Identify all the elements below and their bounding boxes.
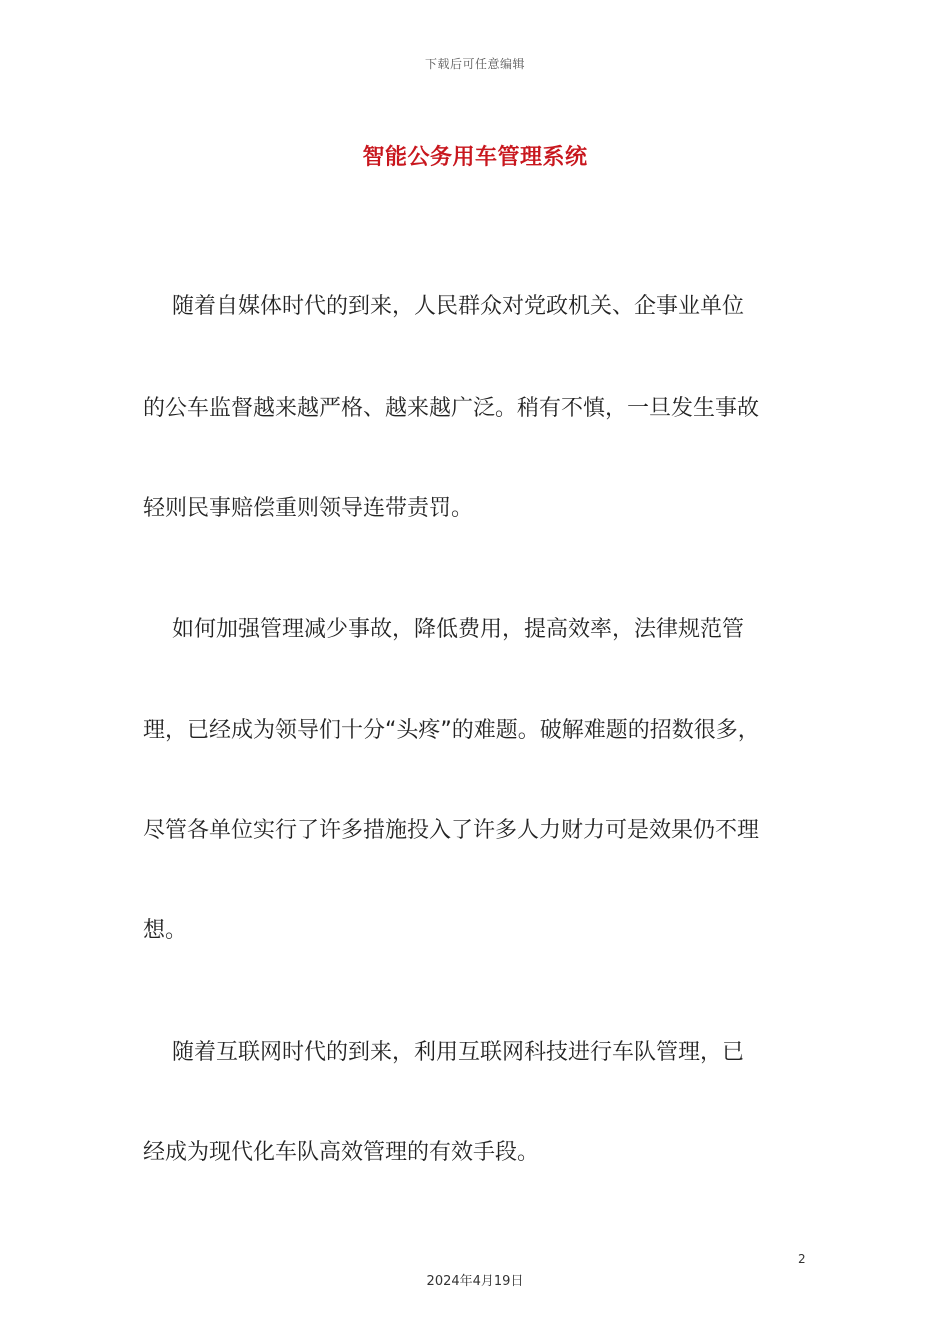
document-title: 智能公务用车管理系统	[362, 145, 588, 170]
paragraph-1-line-1: 随着自媒体时代的到来，人民群众对党政机关、企事业单位	[143, 294, 744, 319]
paragraph-2-line-3: 尽管各单位实行了许多措施投入了许多人力财力可是效果仍不理	[143, 818, 760, 843]
paragraph-2-line-2: 理，已经成为领导们十分“头疼”的难题。破解难题的招数很多，	[143, 718, 760, 743]
paragraph-1-line-2: 的公车监督越来越严格、越来越广泛。稍有不慎，一旦发生事故	[143, 396, 760, 421]
header-note: 下载后可任意编辑	[424, 57, 525, 71]
paragraph-3-line-1: 随着互联网时代的到来，利用互联网科技进行车队管理，已	[143, 1040, 744, 1065]
footer-date: 2024年4月19日	[426, 1274, 524, 1289]
paragraph-2-line-4: 想。	[143, 918, 188, 943]
paragraph-2-line-1: 如何加强管理减少事故，降低费用，提高效率，法律规范管	[143, 617, 744, 642]
page-number: 2	[798, 1252, 806, 1266]
paragraph-3-line-2: 经成为现代化车队高效管理的有效手段。	[143, 1140, 540, 1165]
paragraph-1-line-3: 轻则民事赔偿重则领导连带责罚。	[143, 496, 474, 521]
